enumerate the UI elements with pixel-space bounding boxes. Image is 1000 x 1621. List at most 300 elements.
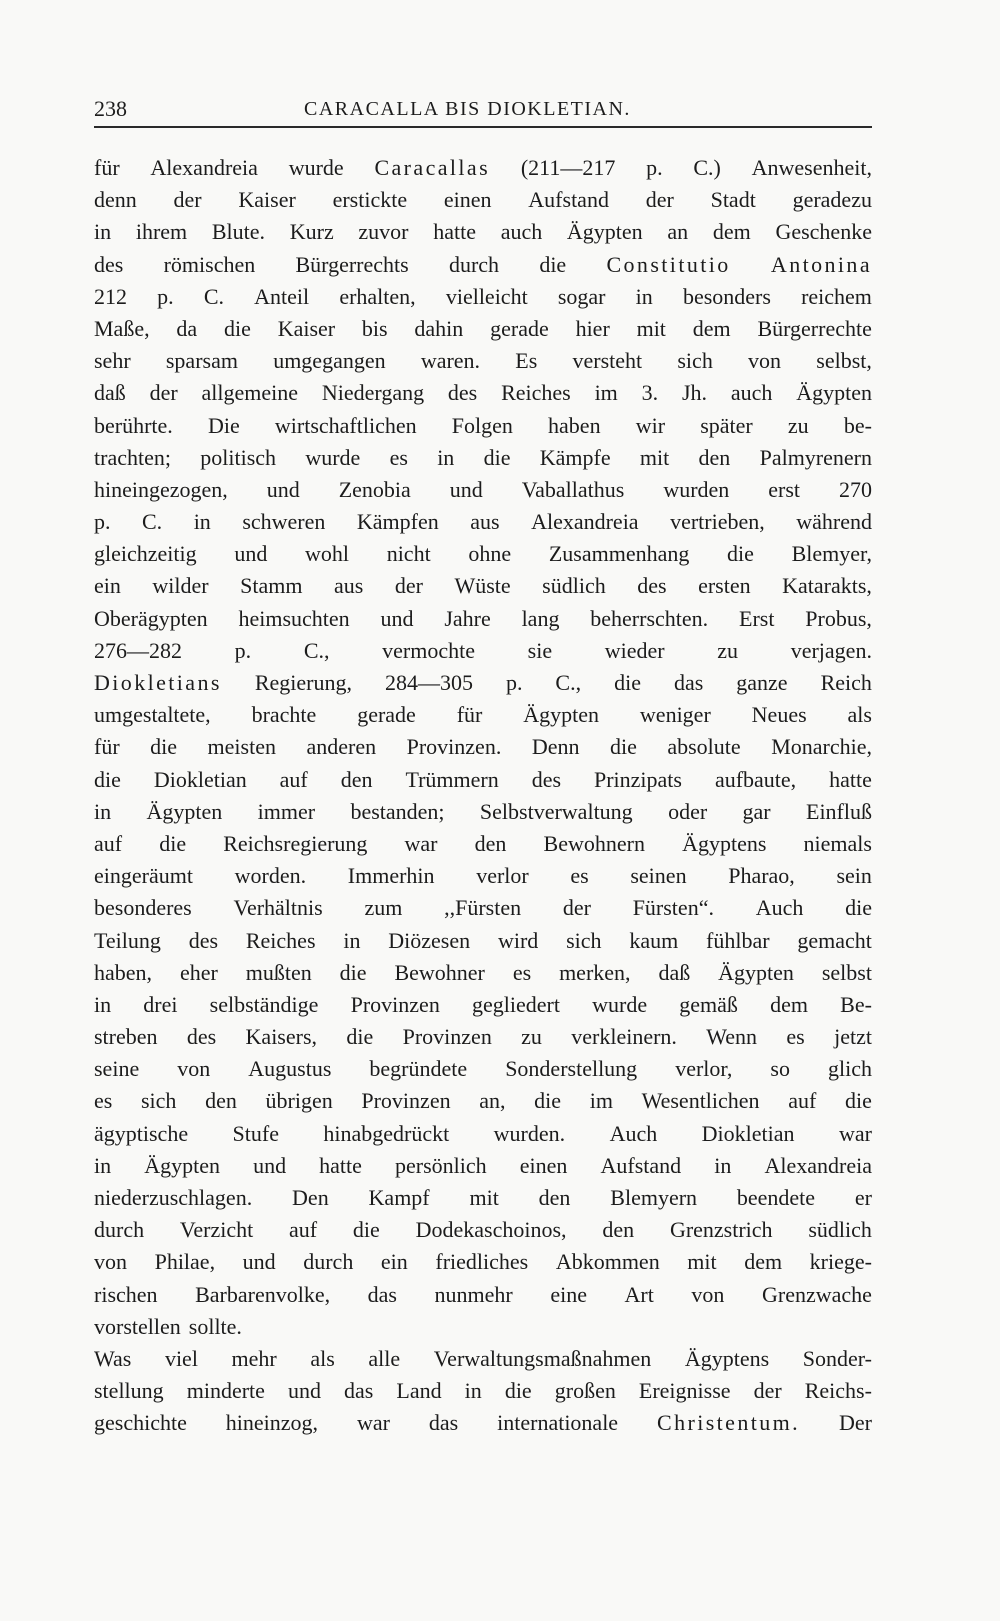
word: Trümmern (405, 766, 499, 792)
word: gegliedert (471, 991, 560, 1017)
word: Wesentlichen (641, 1088, 760, 1114)
word: Anwesenheit, (751, 155, 872, 180)
word: alle (368, 1345, 401, 1371)
text-line (94, 570, 872, 602)
word: heimsuchten (238, 605, 350, 631)
word: die (223, 315, 251, 341)
word: haben, (94, 959, 153, 985)
text-line (94, 184, 872, 216)
word: ägyptische (94, 1120, 189, 1146)
word: den (698, 444, 731, 470)
word: Geschenke (775, 219, 872, 245)
word: den (538, 1185, 571, 1210)
word: Zenobia (338, 476, 411, 502)
word: verlor (476, 863, 529, 889)
word: selbst (821, 959, 872, 985)
word: und (266, 476, 300, 502)
word: stellung (94, 1378, 164, 1404)
word: Kaisers, (245, 1024, 318, 1050)
word: die (504, 1378, 532, 1404)
word: für (94, 734, 120, 760)
word: Stufe (232, 1120, 279, 1146)
word: erstickte (332, 187, 408, 213)
word: vermochte (382, 637, 476, 663)
word: die (150, 734, 178, 760)
word: Land (396, 1378, 442, 1404)
text-line (94, 1311, 872, 1343)
word: Diokletian (153, 766, 247, 792)
word: C., (555, 670, 582, 695)
word: begründete (369, 1056, 468, 1082)
word: erst (768, 476, 801, 502)
word: ,,Fürsten (444, 895, 522, 921)
word: dem (744, 1249, 783, 1275)
word: seine (94, 1056, 140, 1082)
word: friedliches (435, 1249, 529, 1275)
word: der (562, 895, 591, 921)
word: Blute. (211, 219, 266, 245)
word: die (159, 830, 187, 856)
word: der (394, 573, 423, 599)
word: des (188, 927, 219, 953)
word: kaum (629, 927, 679, 953)
word: wirtschaftlichen (274, 412, 417, 438)
word: Maße, (94, 315, 150, 341)
word: durch (303, 1249, 354, 1275)
word: auf (279, 766, 308, 792)
word: gemäß (679, 991, 738, 1017)
word: sich (140, 1088, 177, 1114)
word: umgestaltete, (94, 702, 211, 728)
word: Ereignisse (638, 1378, 731, 1404)
word: viel (164, 1345, 198, 1371)
word: in (94, 991, 112, 1017)
word: in (193, 509, 211, 535)
word: Kurz (289, 219, 334, 245)
word: lang (521, 605, 560, 631)
text-line (94, 1375, 872, 1407)
word: Provinzen. (406, 734, 502, 760)
word: dem (770, 991, 808, 1017)
word: wohl (305, 541, 349, 567)
word: wilder (152, 573, 209, 599)
word: ein (94, 573, 121, 599)
word: es (94, 1088, 113, 1114)
word: der (753, 1378, 782, 1404)
word: p. (646, 155, 663, 180)
word: das (673, 670, 704, 695)
text-line (94, 1085, 872, 1117)
word: geradezu (792, 187, 872, 213)
word: verkleinern. (571, 1024, 677, 1050)
word: Reiches (245, 927, 316, 953)
word: 284—305 (384, 670, 473, 695)
word: reichem (801, 283, 872, 309)
word: wird (497, 927, 539, 953)
word: Regierung, (254, 670, 352, 695)
word: Alexandreia (764, 1152, 872, 1178)
word: eine (550, 1281, 587, 1307)
text-line (94, 1150, 872, 1182)
word: die (614, 670, 641, 695)
word: mit (639, 444, 670, 470)
word: Wenn (706, 1024, 758, 1050)
word: sparsam (165, 348, 238, 374)
text-line (94, 506, 872, 538)
word: Kämpfe (539, 444, 611, 470)
word: C. (142, 509, 163, 535)
text-line (94, 892, 872, 924)
word: Den (292, 1185, 329, 1210)
word: meisten (207, 734, 276, 760)
word: Constitutio (606, 251, 731, 277)
word: es (512, 959, 532, 985)
word: Reiches (501, 380, 571, 406)
word: auch (500, 219, 543, 245)
text-line (94, 442, 872, 474)
word: vorstellen (94, 1313, 181, 1339)
word: die (844, 1088, 872, 1114)
word: römischen (163, 251, 256, 277)
word: Einfluß (806, 798, 872, 824)
word: versteht (572, 348, 643, 374)
word: Ägyptens (684, 1345, 770, 1371)
word: besonders (682, 283, 771, 309)
word: C.) (693, 155, 721, 180)
text-line (94, 1118, 872, 1150)
text-line (94, 1343, 872, 1375)
word: gleichzeitig (94, 541, 197, 567)
word: Probus, (805, 605, 872, 631)
word: Alexandreia (531, 509, 639, 535)
word: Dodekaschoinos, (415, 1217, 567, 1243)
word: bestanden; (350, 798, 445, 824)
word: wurde (288, 155, 344, 180)
word: ihrem (135, 219, 188, 245)
word: Kampf (368, 1185, 430, 1210)
word: die (609, 734, 637, 760)
word: 3. (641, 380, 659, 406)
word: während (796, 509, 872, 535)
body-text (94, 152, 872, 1440)
word: politisch (200, 444, 277, 470)
word: seinen (630, 863, 687, 889)
word: war (838, 1120, 872, 1146)
word: ersten (698, 573, 751, 599)
word: immer (257, 798, 316, 824)
word: der (149, 380, 178, 406)
text-line (94, 377, 872, 409)
word: des (531, 766, 562, 792)
word: erhalten, (339, 283, 416, 309)
word: streben (94, 1024, 158, 1050)
text-line (94, 1279, 872, 1311)
word: sein (836, 863, 872, 889)
word: C. (203, 283, 224, 309)
word: es (570, 863, 589, 889)
word: und (287, 1378, 321, 1404)
word: Ägypten (796, 380, 872, 406)
word: internationale (497, 1410, 619, 1436)
text-line (94, 925, 872, 957)
word: ein (380, 1249, 408, 1275)
word: Auch (755, 895, 804, 921)
word: für (456, 702, 483, 728)
word: waren. (420, 348, 481, 374)
word: Abkommen (555, 1249, 660, 1275)
word: auch (730, 380, 773, 406)
word: auf (788, 1088, 817, 1114)
word: hatte (829, 766, 872, 792)
word: Vaballathus (521, 476, 625, 502)
text-line (94, 699, 872, 731)
word: Kaiser (277, 315, 336, 341)
word: wurde (305, 444, 361, 470)
word: fühlbar (706, 927, 770, 953)
word: großen (554, 1378, 616, 1404)
word: wurde (592, 991, 648, 1017)
word: die (539, 251, 567, 277)
word: eingeräumt (94, 863, 193, 889)
word: wurden. (493, 1120, 566, 1146)
word: durch (94, 1217, 145, 1243)
word: Jahre (444, 605, 491, 631)
text-line (94, 989, 872, 1021)
word: Ägyptens (682, 830, 767, 856)
book-page (94, 92, 872, 1440)
word: es (786, 1024, 805, 1050)
word: er (854, 1185, 872, 1210)
word: für (94, 155, 120, 180)
word: zu (717, 637, 739, 663)
word: war (404, 830, 438, 856)
word: und (380, 605, 414, 631)
word: drei (143, 991, 178, 1017)
word: oder (668, 798, 708, 824)
word: schweren (242, 509, 326, 535)
word: das (428, 1410, 459, 1436)
word: gerade (357, 702, 416, 728)
word: Bewohnern (543, 830, 645, 856)
word: brachte (251, 702, 317, 728)
word: Anteil (254, 283, 310, 309)
word: Caracallas (374, 155, 491, 180)
word: mehr (231, 1345, 277, 1371)
text-line (94, 731, 872, 763)
word: Verzicht (179, 1217, 254, 1243)
text-line (94, 860, 872, 892)
word: Monarchie, (771, 734, 872, 760)
word: war (356, 1410, 390, 1436)
word: p. (94, 509, 111, 535)
word: Bewohner (394, 959, 485, 985)
word: mit (636, 315, 666, 341)
text-line (94, 1021, 872, 1053)
word: Pharao, (728, 863, 795, 889)
word: in (94, 1152, 112, 1178)
word: zum (364, 895, 403, 921)
running-title: CARACALLA BIS DIOKLETIAN. (304, 98, 631, 120)
word: im (589, 1088, 613, 1114)
word: Kämpfen (356, 509, 439, 535)
word: des (186, 1024, 217, 1050)
word: Denn (531, 734, 580, 760)
word: einen (443, 187, 492, 213)
word: persönlich (395, 1152, 487, 1178)
word: Blemyern (610, 1185, 698, 1210)
word: Der (839, 1410, 872, 1436)
word: hatte (319, 1152, 362, 1178)
word: geschichte (94, 1410, 187, 1436)
word: Grenzwache (761, 1281, 872, 1307)
word: im (594, 380, 618, 406)
word: sehr (94, 348, 131, 374)
word: die (94, 766, 121, 792)
text-line (94, 474, 872, 506)
word: nunmehr (434, 1281, 513, 1307)
word: p. (157, 283, 174, 309)
word: weniger (639, 702, 711, 728)
word: auf (94, 830, 123, 856)
word: vertrieben, (670, 509, 765, 535)
word: dem (712, 219, 751, 245)
word: Verhältnis (233, 895, 323, 921)
word: den (205, 1088, 237, 1114)
word: ganze (736, 670, 788, 695)
word: des (637, 573, 667, 599)
word: Bürgerrechte (757, 315, 872, 341)
word: aufbaute, (714, 766, 797, 792)
word: rischen (94, 1281, 158, 1307)
word: Was (94, 1345, 132, 1371)
word: selbst, (816, 348, 872, 374)
word: Palmyrenern (759, 444, 872, 470)
text-line (94, 1182, 872, 1214)
word: hineingezogen, (94, 476, 228, 502)
word: südlich (542, 573, 606, 599)
word: durch (448, 251, 500, 277)
word: da (176, 315, 198, 341)
word: beherrschten. (590, 605, 709, 631)
word: aus (333, 573, 364, 599)
word: beendete (736, 1185, 816, 1210)
word: Jh. (681, 380, 708, 406)
word: dahin (414, 315, 464, 341)
text-line (94, 216, 872, 248)
text-line (94, 152, 872, 184)
word: die (339, 959, 367, 985)
word: trachten; (94, 444, 171, 470)
word: von (94, 1249, 127, 1275)
word: wieder (604, 637, 665, 663)
word: in (437, 444, 455, 470)
word: Kaiser (238, 187, 296, 213)
word: sich (677, 348, 713, 374)
word: Antonina (770, 251, 872, 277)
word: sollte. (188, 1313, 242, 1339)
word: Barbarenvolke, (195, 1281, 331, 1307)
word: Katarakts, (782, 573, 872, 599)
word: von (748, 348, 782, 374)
word: später (700, 412, 753, 438)
word: 270 (838, 476, 872, 502)
word: mußten (245, 959, 312, 985)
word: be- (843, 412, 872, 438)
word: der (645, 187, 674, 213)
word: nicht (386, 541, 431, 567)
word: in (343, 927, 361, 953)
word: in (714, 1152, 732, 1178)
word: sich (566, 927, 602, 953)
word: sie (527, 637, 553, 663)
word: es (389, 444, 408, 470)
word: Provinzen (350, 991, 440, 1017)
word: wir (635, 412, 666, 438)
word: und (253, 1152, 287, 1178)
word: haben (548, 412, 601, 438)
word: 276—282 (94, 637, 182, 663)
word: Provinzen (361, 1088, 451, 1114)
word: gemacht (797, 927, 872, 953)
word: hinabgedrückt (323, 1120, 450, 1146)
word: dem (692, 315, 731, 341)
word: in (635, 283, 653, 309)
word: anderen (306, 734, 377, 760)
running-head (94, 92, 872, 128)
word: selbständige (209, 991, 319, 1017)
word: Reich (820, 670, 872, 695)
word: Ägypten (523, 702, 600, 728)
word: Stadt (710, 187, 756, 213)
word: Ägypten (146, 798, 223, 824)
word: Erst (739, 605, 775, 631)
word: hier (575, 315, 610, 341)
word: Ägypten (718, 959, 794, 985)
word: von (177, 1056, 211, 1082)
word: daß (658, 959, 691, 985)
text-line (94, 635, 872, 667)
word: worden. (234, 863, 307, 889)
word: zu (521, 1024, 542, 1050)
word: Augustus (248, 1056, 332, 1082)
word: Ägypten (144, 1152, 220, 1178)
text-line (94, 957, 872, 989)
word: einen (519, 1152, 568, 1178)
word: eher (179, 959, 218, 985)
text-line (94, 410, 872, 442)
word: Diokletian (701, 1120, 795, 1146)
word: daß (94, 380, 126, 406)
word: in (94, 219, 112, 245)
word: den (602, 1217, 635, 1243)
word: Wüste (454, 573, 511, 599)
word: Diokletians (94, 670, 222, 695)
word: Reichs- (804, 1378, 872, 1404)
word: Ägypten (566, 219, 643, 245)
word: Bürgerrechts (295, 251, 409, 277)
word: mit (687, 1249, 717, 1275)
word: zuvor (358, 219, 409, 245)
text-line (94, 828, 872, 860)
word: südlich (808, 1217, 872, 1243)
word: gar (742, 798, 771, 824)
word: des (94, 251, 124, 277)
word: verlor, (675, 1056, 733, 1082)
text-line (94, 667, 872, 699)
word: Provinzen (402, 1024, 492, 1050)
word: Aufstand (600, 1152, 682, 1178)
word: niederzuschlagen. (94, 1185, 253, 1210)
